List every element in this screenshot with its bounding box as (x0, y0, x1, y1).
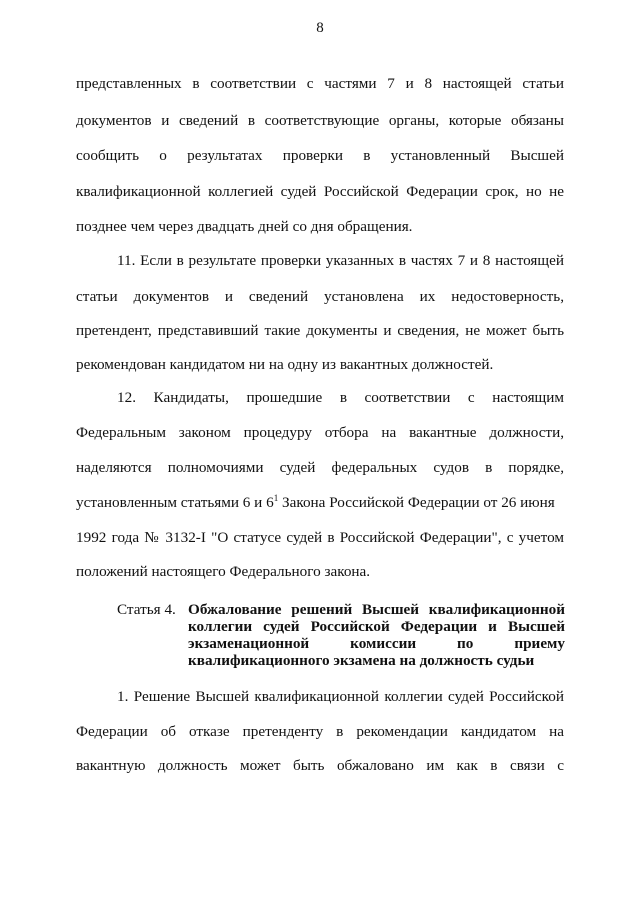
text-line: статьи документов и сведений установлена их недостоверность, (76, 288, 564, 305)
page-number: 8 (316, 20, 324, 36)
text-line: квалификационной коллегией судей Российской Федерации срок, но не (76, 183, 564, 200)
article-title-line: Обжалование решений Высшей квалификационной (188, 601, 565, 618)
paragraph-12-first-line: 12. Кандидаты, прошедшие в соответствии с настоящим (117, 389, 564, 406)
article-label: Статья 4. (117, 601, 176, 618)
text-line: наделяются полномочиями судей федеральных судов в порядке, (76, 459, 564, 476)
paragraph-11-first-line: 11. Если в результате проверки указанных в частях 7 и 8 настоящей (117, 252, 564, 269)
text-line: сообщить о результатах проверки в установленный Высшей (76, 147, 564, 164)
text-line: Федеральным законом процедуру отбора на вакантные должности, (76, 424, 564, 441)
article-title-line: коллегии судей Российской Федерации и Высшей (188, 618, 565, 635)
article-title-line: экзаменационной комиссии по приему (188, 635, 565, 652)
text-line (76, 494, 564, 512)
article-title-line: квалификационного экзамена на должность судьи (188, 652, 535, 669)
paragraph-1-first-line: 1. Решение Высшей квалификационной коллегии судей Российской (117, 688, 564, 705)
text-line: позднее чем через двадцать дней со дня обращения. (76, 218, 413, 235)
text-line: вакантную должность может быть обжаловано им как в связи с (76, 757, 564, 774)
text-line: представленных в соответствии с частями 7 и 8 настоящей статьи (76, 75, 564, 92)
superscript: 1 (273, 493, 279, 503)
text-line: рекомендован кандидатом ни на одну из вакантных должностей. (76, 356, 494, 373)
text-line: Федерации об отказе претенденту в рекомендации кандидатом на (76, 723, 564, 740)
text-line: положений настоящего Федерального закона. (76, 563, 371, 580)
text-line: 1992 года № 3132-I "О статусе судей в Российской Федерации", с учетом (76, 529, 564, 546)
text-line: претендент, представивший такие документы и сведения, не может быть (76, 322, 564, 339)
text-fragment: Закона Российской Федерации от 26 июня (278, 494, 555, 511)
text-line: документов и сведений в соответствующие органы, которые обязаны (76, 112, 564, 129)
text-fragment: установленным статьями 6 и 6 (76, 494, 274, 511)
